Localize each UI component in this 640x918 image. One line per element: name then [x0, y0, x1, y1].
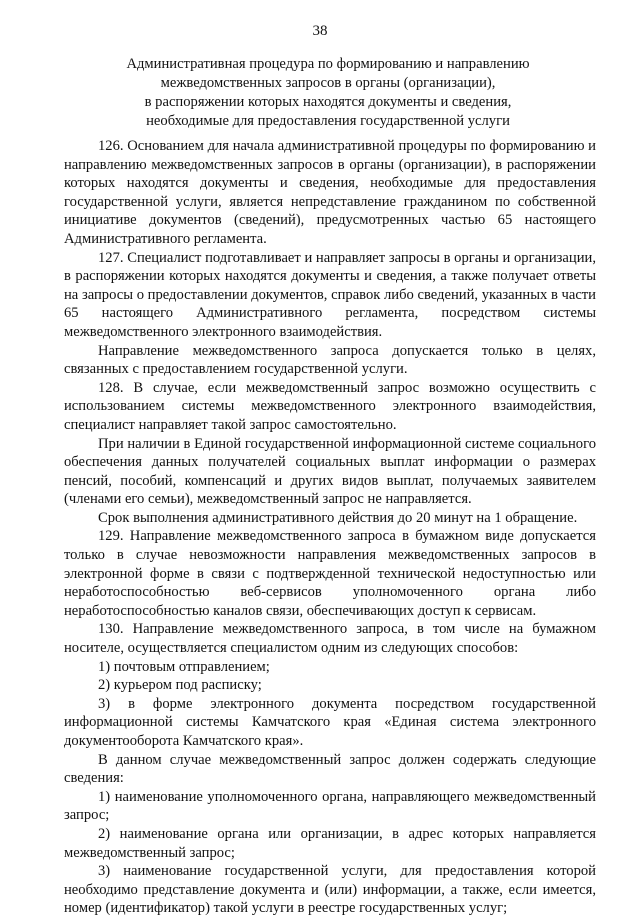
paragraph-128: 128. В случае, если межведомственный запрос возможно осуществить с использованием системы межведомственного электронного взаимодействия, специалист направляет такой запрос самостоятельно. [64, 379, 596, 433]
heading-line: межведомственных запросов в органы (организации), [160, 75, 496, 91]
list-item: 2) курьером под расписку; [98, 677, 262, 694]
paragraph-127: 127. Специалист подготавливает и направляет запросы в органы и организации, в распоряжении которых находятся документы и сведения, а также получает ответы на запросы о предоставлении документов, справок либо сведений, указанных в части 65 настоящего Административного регламента, посредством системы межведомственного электронного взаимодействия. [64, 249, 596, 340]
heading-line: необходимые для предоставления государственной услуги [146, 113, 510, 129]
list-item: 2) наименование органа или организации, в адрес которых направляется межведомственный запрос; [64, 825, 596, 861]
list-item: 3) наименование государственной услуги, для предоставления которой необходимо представление документа и (или) информации, а также, если имеется, номер (идентификатор) такой услуги в реестре государственных услуг; [64, 863, 596, 917]
paragraph: В данном случае межведомственный запрос должен содержать следующие сведения: [64, 751, 596, 787]
section-heading [60, 55, 596, 131]
paragraph-129: 129. Направление межведомственного запроса в бумажном виде допускается только в случае невозможности направления межведомственных запросов в электронной форме в связи с подтвержденной технической недоступностью или неработоспособностью веб-сервисов уполномоченного органа либо неработоспособностью каналов связи, обеспечивающих доступ к сервисам. [64, 528, 596, 619]
paragraph: Срок выполнения административного действия до 20 минут на 1 обращение. [98, 509, 578, 526]
page-number: 38 [312, 23, 328, 39]
list-item: 1) почтовым отправлением; [98, 658, 270, 675]
paragraph-126: 126. Основанием для начала административной процедуры по формированию и направлению межведомственных запросов в органы (организации), в распоряжении которых находятся документы и сведения, необходимые для предоставления государственной услуги, является непредставление гражданином по собственной инициативе документов (сведений), предусмотренных частью 65 настоящего Административного регламента. [64, 138, 596, 247]
list-item: 3) в форме электронного документа посредством государственной информационной системы Камчатского края «Единая система электронного документооборота Камчатского края». [64, 695, 596, 749]
paragraph-130: 130. Направление межведомственного запроса, в том числе на бумажном носителе, осуществляется специалистом одним из следующих способов: [64, 621, 596, 657]
body-text [64, 137, 596, 918]
list-item: 1) наименование уполномоченного органа, направляющего межведомственный запрос; [64, 788, 596, 824]
heading-line: в распоряжении которых находятся документы и сведения, [144, 94, 512, 110]
heading-line: Административная процедура по формированию и направлению [126, 56, 530, 72]
paragraph: Направление межведомственного запроса допускается только в целях, связанных с предоставлением государственной услуги. [64, 342, 596, 378]
paragraph: При наличии в Единой государственной информационной системе социального обеспечения данных получателей социальных выплат информации о размерах пенсий, пособий, компенсаций и других видов выплат, получаемых заявителем (членами его семьи), межведомственный запрос не направляется. [64, 435, 596, 508]
